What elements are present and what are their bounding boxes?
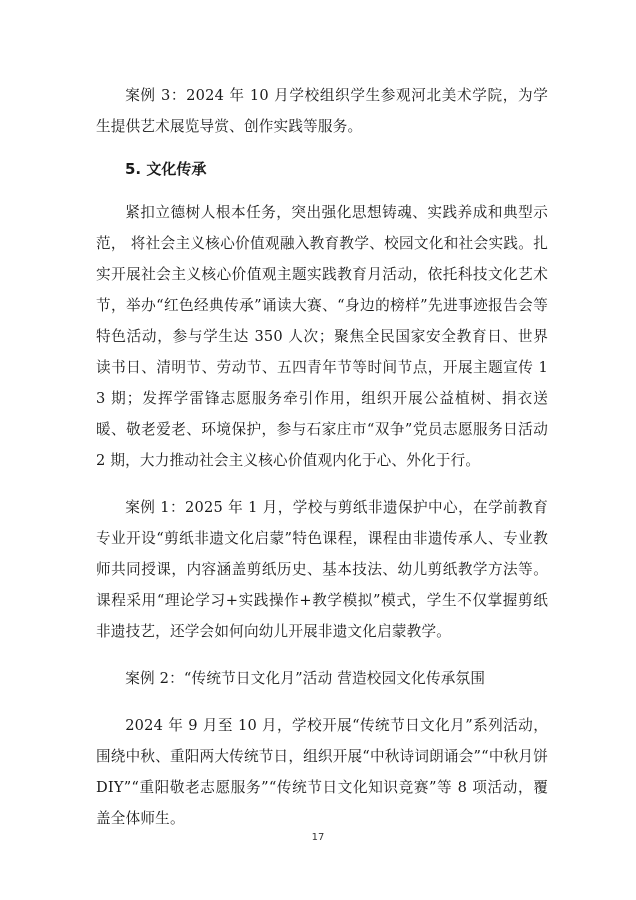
page-number: 17 (311, 832, 325, 843)
section-title: 5. 文化传承 (125, 160, 207, 178)
spacer (96, 647, 548, 663)
spacer (96, 694, 548, 710)
case1-paragraph: 案例 1：2025 年 1 月，学校与剪纸非遗保护中心，在学前教育专业开设“剪纸非遗文化启蒙”特色课程，课程由非遗传承人、专业教师共同授课，内容涵盖剪纸历史、基本技法、幼儿剪纸教学方法等。课程采用“理论学习+实践操作+教学模拟”模式，学生不仅掌握剪纸非遗技艺，还学会如何向幼儿开展非遗文化启蒙教学。 (96, 499, 548, 640)
page-content (96, 80, 548, 834)
main-paragraph: 紧扣立德树人根本任务，突出强化思想铸魂、实践养成和典型示范， 将社会主义核心价值观融入教育教学、校园文化和社会实践。扎实开展社会主义核心价值观主题实践教育月活动，依托科技文化艺术节，举办“红色经典传承”诵读大赛、“身边的榜样”先进事迹报告会等特色活动，参与学生达 350 人次；聚焦全民国家安全教育日、世界读书日、清明节、劳动节、五四青年节等时间节点，开展主题宣传 13 期；发挥学雷锋志愿服务牵引作用，组织开展公益植树、捐衣送暖、敬老爱老、环境保护，参与石家庄市“双争”党员志愿服务日活动 2 期，大力推动社会主义核心价值观内化于心、外化于行。 (96, 204, 548, 469)
spacer (96, 476, 548, 492)
spacer (96, 185, 548, 197)
case2-title: 案例 2：“传统节日文化月”活动 营造校园文化传承氛围 (125, 670, 486, 687)
spacer (96, 142, 548, 154)
case2-paragraph: 2024 年 9 月至 10 月，学校开展“传统节日文化月”系列活动，围绕中秋、重阳两大传统节日，组织开展“中秋诗词朗诵会”“中秋月饼 DIY”“重阳敬老志愿服务”“传统节日文化知识竞赛”等 8 项活动，覆盖全体师生。 (96, 717, 549, 827)
case3-paragraph: 案例 3：2024 年 10 月学校组织学生参观河北美术学院，为学生提供艺术展览导赏、创作实践等服务。 (96, 87, 548, 135)
